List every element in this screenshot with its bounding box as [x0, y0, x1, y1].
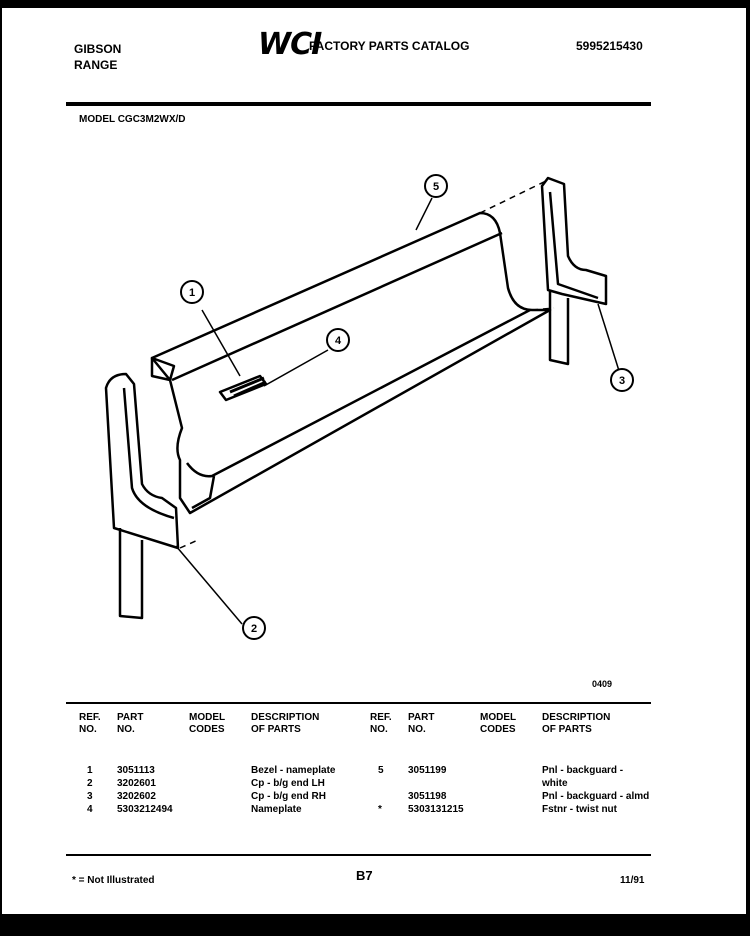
product-type: RANGE — [74, 58, 118, 72]
leader-line-4 — [264, 350, 328, 386]
table-cell-part: 3051199 — [408, 765, 447, 776]
table-cell-desc: Bezel - nameplate — [251, 765, 336, 776]
header-part-no: PART NO. — [408, 712, 435, 735]
table-cell-desc: Pnl - backguard - — [542, 765, 624, 776]
leader-line-1 — [202, 310, 240, 376]
catalog-title: FACTORY PARTS CATALOG — [309, 39, 470, 53]
table-cell-desc: Cp - b/g end LH — [251, 778, 325, 789]
table-cell-part: 5303212494 — [117, 804, 173, 815]
header-ref-no: REF. NO. — [370, 712, 392, 735]
table-cell-desc: Cp - b/g end RH — [251, 791, 326, 802]
header-description: DESCRIPTION OF PARTS — [542, 712, 611, 735]
backguard-exploded-diagram — [2, 8, 746, 698]
backguard-panel-front-edge — [172, 233, 502, 380]
leader-line-5 — [416, 198, 432, 230]
catalog-date: 11/91 — [620, 875, 645, 886]
header-description: DESCRIPTION OF PARTS — [251, 712, 320, 735]
page-number: B7 — [356, 868, 373, 883]
header-ref-no: REF. NO. — [79, 712, 101, 735]
table-cell-desc: white — [542, 778, 568, 789]
callout-label-5: 5 — [432, 181, 440, 193]
header-model-codes: MODEL CODES — [189, 712, 226, 735]
leader-line-3 — [598, 304, 620, 374]
callout-label-3: 3 — [618, 375, 626, 387]
table-cell-part: 3051113 — [117, 765, 155, 776]
figure-number: 0409 — [592, 679, 613, 689]
table-cell-ref: 2 — [87, 778, 93, 789]
callout-label-4: 4 — [334, 335, 342, 347]
end-cap-rh-leg — [550, 290, 568, 364]
table-cell-desc: Pnl - backguard - almd — [542, 791, 650, 802]
end-cap-lh-outline — [106, 374, 178, 548]
table-cell-part: 3202602 — [117, 791, 156, 802]
table-cell-ref: 4 — [87, 804, 93, 815]
table-cell-ref: * — [378, 804, 382, 815]
table-cell-part: 3202601 — [117, 778, 156, 789]
alignment-line-left — [180, 540, 198, 548]
table-cell-ref: 1 — [87, 765, 93, 776]
wci-logo: WCI — [258, 27, 322, 62]
table-cell-part: 3051198 — [408, 791, 447, 802]
table-cell-ref: 3 — [87, 791, 93, 802]
table-cell-desc: Nameplate — [251, 804, 302, 815]
table-cell-part: 5303131215 — [408, 804, 464, 815]
table-cell-ref: 5 — [378, 765, 384, 776]
table-cell-desc: Fstnr - twist nut — [542, 804, 617, 815]
not-illustrated-note: * = Not Illustrated — [72, 875, 155, 886]
alignment-line-upper — [480, 180, 548, 213]
table-top-rule — [66, 702, 651, 704]
callout-label-1: 1 — [188, 287, 196, 299]
brand-name: GIBSON — [74, 42, 122, 56]
footer-rule — [66, 854, 651, 856]
header-model-codes: MODEL CODES — [480, 712, 517, 735]
parts-catalog-page — [2, 8, 746, 914]
end-cap-rh-inner — [550, 192, 598, 298]
end-cap-lh-inner — [124, 388, 174, 518]
model-number: MODEL CGC3M2WX/D — [79, 114, 186, 125]
end-cap-lh-leg — [120, 528, 142, 618]
leader-line-2 — [176, 546, 242, 624]
catalog-number: 5995215430 — [576, 39, 643, 53]
backguard-panel-inner-line — [192, 476, 214, 508]
callout-label-2: 2 — [250, 623, 258, 635]
header-part-no: PART NO. — [117, 712, 144, 735]
